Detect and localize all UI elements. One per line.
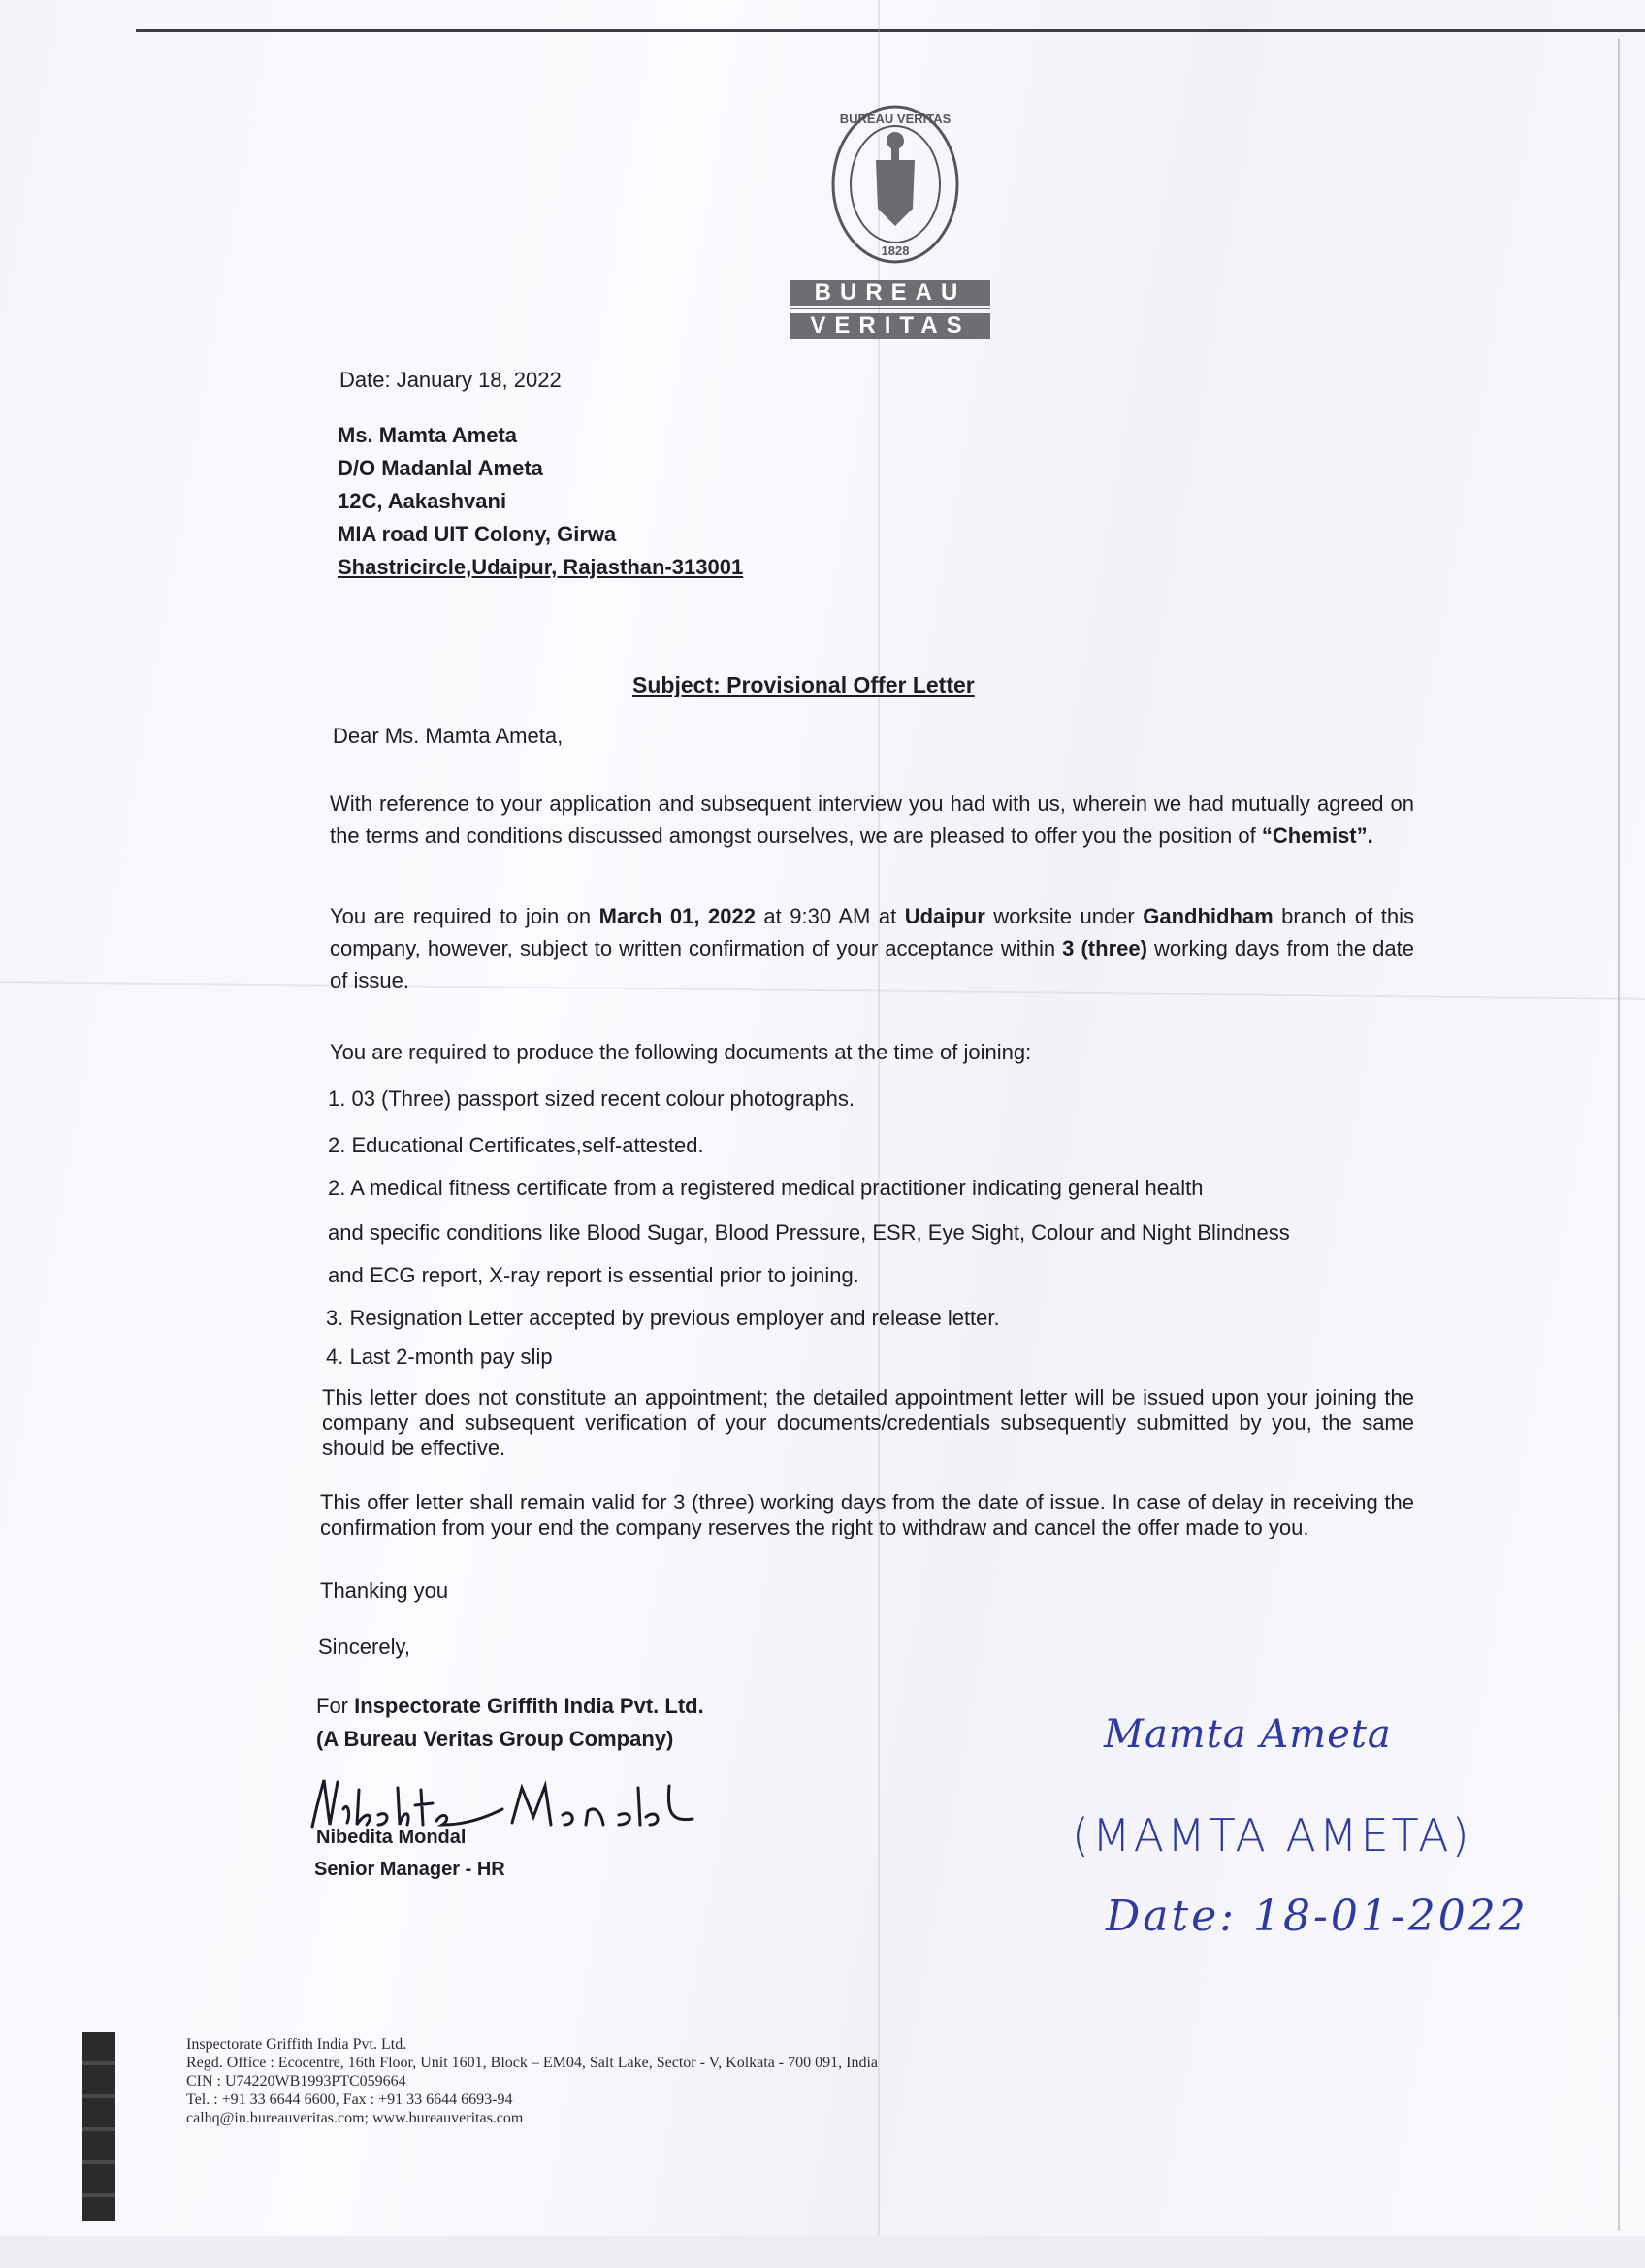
salutation: Dear Ms. Mamta Ameta, — [333, 724, 564, 748]
seal-text: BUREAU VERITAS — [839, 112, 952, 126]
page-edge — [1618, 39, 1620, 2231]
recipient-name: Ms. Mamta Ameta — [338, 423, 518, 447]
paragraph-joining — [330, 900, 1414, 996]
list-item: 4. Last 2-month pay slip — [326, 1345, 553, 1369]
letterhead-footer — [186, 2035, 878, 2127]
seal-year: 1828 — [881, 243, 910, 258]
branch: Gandhidham — [1143, 904, 1274, 928]
closing-thanks: Thanking you — [320, 1578, 449, 1603]
footer-contact: calhq@in.bureauveritas.com; www.bureauveritas.com — [186, 2110, 524, 2126]
company-block — [316, 1690, 704, 1756]
para2-text-b: at 9:30 AM at — [755, 904, 905, 928]
list-item: 3. Resignation Letter accepted by previous employer and release letter. — [326, 1306, 1000, 1330]
list-item: 1. 03 (Three) passport sized recent colour photographs. — [328, 1086, 855, 1111]
list-item: and ECG report, X-ray report is essential prior to joining. — [328, 1263, 859, 1287]
list-item: 2. Educational Certificates,self-attested. — [328, 1133, 704, 1157]
letter-date: Date: January 18, 2022 — [339, 368, 562, 392]
seal-icon — [827, 102, 963, 267]
recipient-address-line1: 12C, Aakashvani — [338, 489, 507, 513]
position-title: “Chemist”. — [1261, 824, 1373, 848]
closing-sincerely: Sincerely, — [318, 1635, 410, 1659]
recipient-address — [338, 419, 743, 584]
bureau-veritas-logo — [790, 102, 999, 344]
paragraph-documents-intro: You are required to produce the following documents at the time of joining: — [330, 1040, 1032, 1064]
footer-company: Inspectorate Griffith India Pvt. Ltd. — [186, 2036, 407, 2053]
candidate-name-caps: (MAMTA AMETA) — [1072, 1809, 1472, 1862]
para2-text-e: working days from the date of issue. — [330, 936, 1414, 992]
para2-text-a: You are required to join on — [330, 904, 599, 928]
paragraph-appointment: This letter does not constitute an appointment; the detailed appointment letter will be issued upon your joining the company and subsequent verification of your documents/credentials subsequently submitted by you, the same should be effective. — [322, 1385, 1414, 1460]
recipient-address-line2: MIA road UIT Colony, Girwa — [338, 522, 617, 546]
logo-band-veritas: VERITAS — [790, 313, 990, 339]
worksite: Udaipur — [904, 904, 985, 928]
footer-phone: Tel. : +91 33 6644 6600, Fax : +91 33 6644 6693-94 — [186, 2091, 513, 2108]
logo-divider — [790, 308, 990, 309]
letter-subject: Subject: Provisional Offer Letter — [632, 672, 975, 697]
footer-cin: CIN : U74220WB1993PTC059664 — [186, 2073, 406, 2090]
para2-text-c: worksite under — [984, 904, 1144, 928]
for-prefix: For — [316, 1694, 355, 1718]
footer-bar — [82, 2032, 115, 2221]
candidate-signature: Mamta Ameta — [1104, 1712, 1392, 1757]
company-group: (A Bureau Veritas Group Company) — [316, 1727, 674, 1751]
recipient-address-line3: Shastricircle,Udaipur, Rajasthan-313001 — [338, 555, 744, 579]
signatory-name: Nibedita Mondal — [316, 1827, 467, 1848]
top-rule — [136, 29, 1645, 32]
paragraph-position — [330, 788, 1414, 852]
para1-text: With reference to your application and subsequent interview you had with us, wherein we had mutually agreed on the terms and conditions discussed amongst ourselves, we are pleased to offer you the position of — [330, 792, 1414, 848]
list-item: 2. A medical fitness certificate from a registered medical practitioner indicating general health — [328, 1176, 1204, 1200]
logo-band-bureau: BUREAU — [790, 280, 990, 306]
acceptance-days: 3 (three) — [1062, 936, 1147, 960]
scan-bottom-edge — [0, 2236, 1645, 2268]
joining-date: March 01, 2022 — [598, 904, 756, 928]
signatory-title: Senior Manager - HR — [314, 1859, 505, 1880]
paragraph-validity: This offer letter shall remain valid for 3 (three) working days from the date of issue. In case of delay in receiving the confirmation from your end the company reserves the right to withdraw and cancel the offer made to you. — [320, 1490, 1414, 1539]
recipient-relation: D/O Madanlal Ameta — [338, 456, 543, 480]
acceptance-date: Date: 18-01-2022 — [1106, 1892, 1529, 1941]
footer-office: Regd. Office : Ecocentre, 16th Floor, Unit 1601, Block – EM04, Salt Lake, Sector - V, Kolkata - 700 091, India — [186, 2055, 879, 2071]
para2-text-d: branch of this company, however, subject to written confirmation of your acceptance within — [330, 904, 1414, 960]
company-name: Inspectorate Griffith India Pvt. Ltd. — [354, 1694, 704, 1718]
list-item: and specific conditions like Blood Sugar, Blood Pressure, ESR, Eye Sight, Colour and Night Blindness — [328, 1220, 1290, 1245]
